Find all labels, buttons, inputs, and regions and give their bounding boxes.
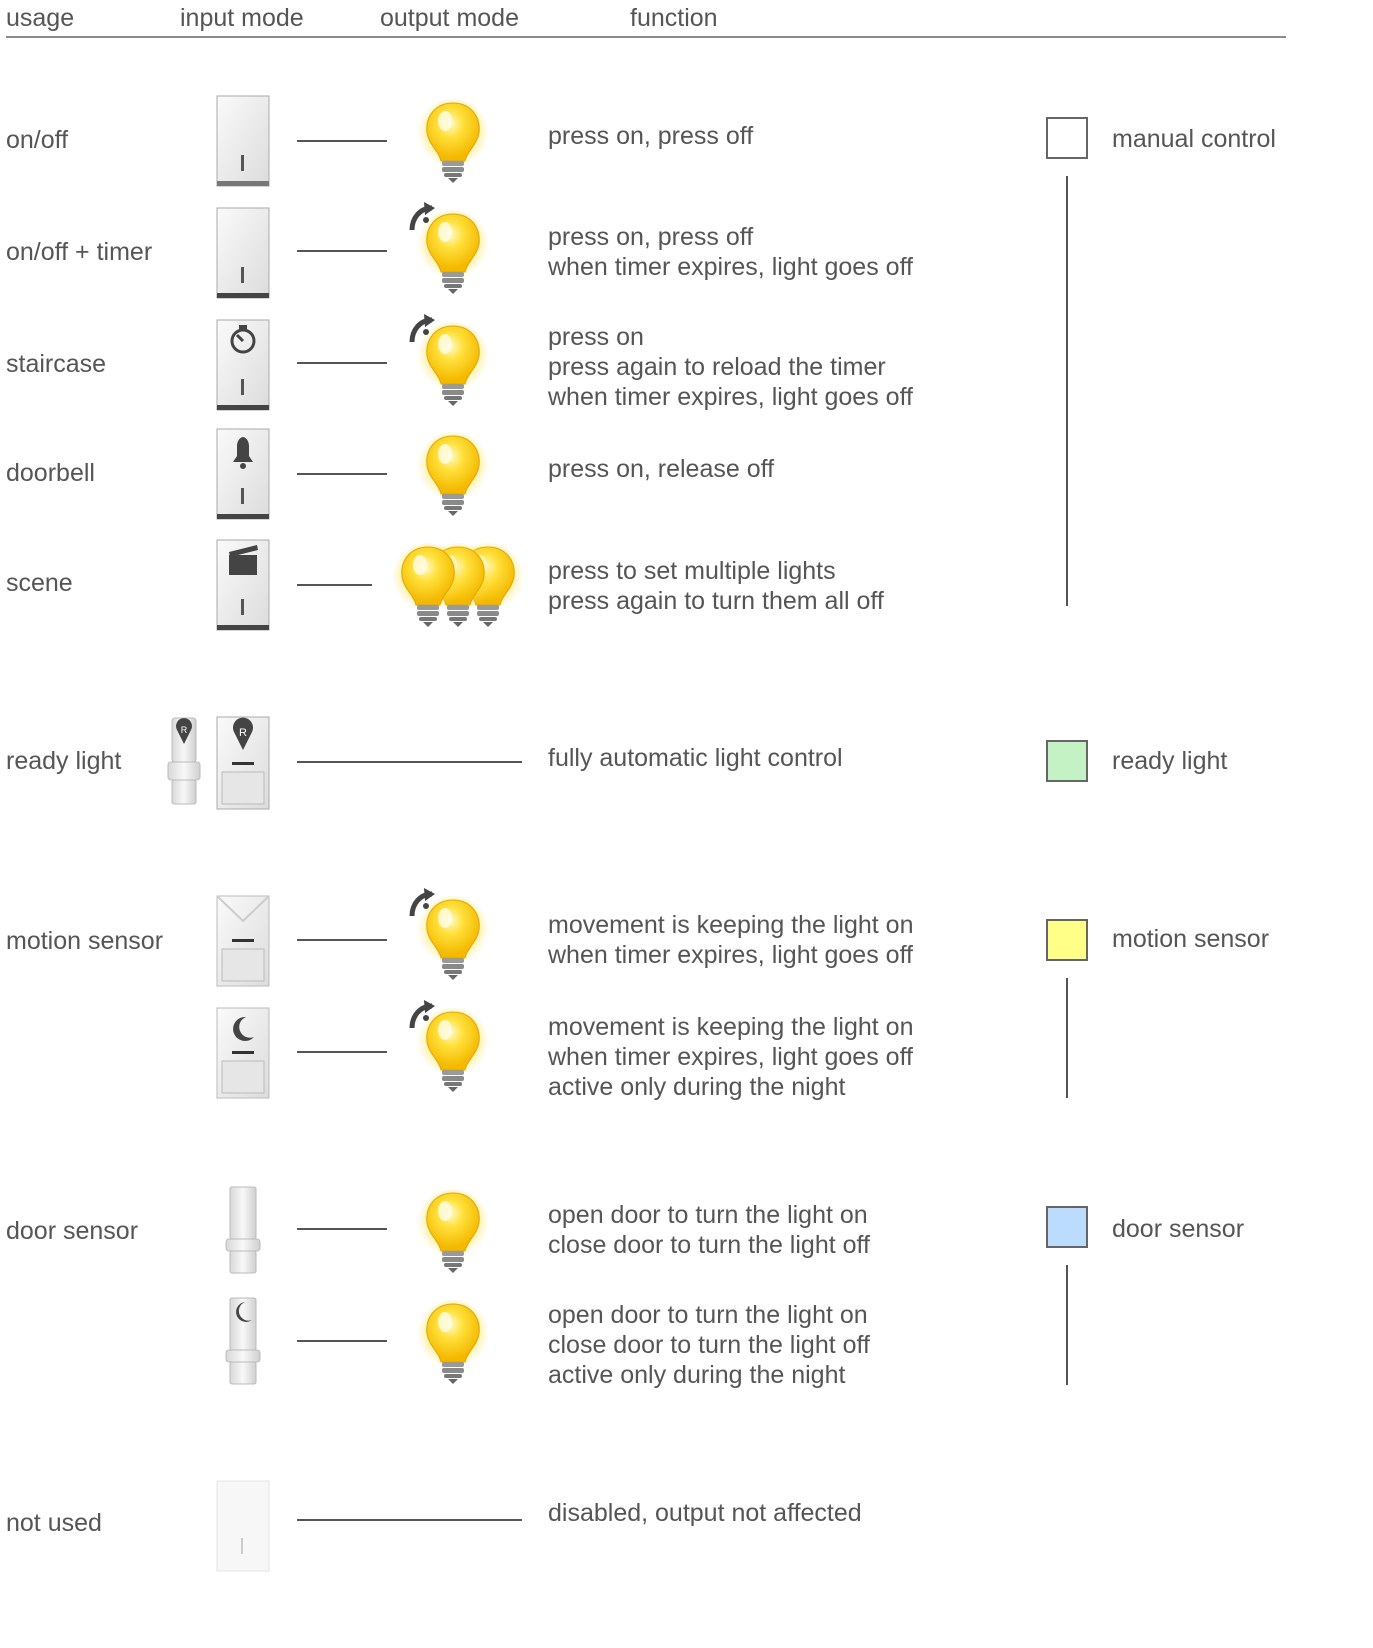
wall-switch-icon[interactable] bbox=[216, 539, 270, 631]
legend-label-door-sensor: door sensor bbox=[1112, 1215, 1245, 1243]
door-sensor-night-icon[interactable] bbox=[224, 1298, 262, 1386]
function-text: movement is keeping the light on when timer expires, light goes off bbox=[548, 911, 914, 969]
motion-sensor-icon[interactable] bbox=[216, 895, 270, 987]
connector-line bbox=[297, 1051, 387, 1053]
usage-label: motion sensor bbox=[6, 927, 164, 955]
function-text: press on, release off bbox=[548, 455, 775, 483]
legend-swatch-motion-sensor bbox=[1046, 919, 1088, 961]
function-text: open door to turn the light on close door to turn the light off bbox=[548, 1201, 870, 1259]
function-text: open door to turn the light on close door to turn the light off active only during the night bbox=[548, 1301, 870, 1389]
legend-swatch-ready-light bbox=[1046, 740, 1088, 782]
legend-label-ready-light: ready light bbox=[1112, 747, 1228, 775]
header-input-mode: input mode bbox=[180, 4, 304, 32]
wall-switch-icon[interactable] bbox=[216, 207, 270, 299]
legend-swatch-door-sensor bbox=[1046, 1206, 1088, 1248]
function-text: fully automatic light control bbox=[548, 744, 843, 772]
usage-label: not used bbox=[6, 1509, 102, 1537]
wall-switch-icon[interactable] bbox=[216, 428, 270, 520]
usage-label: doorbell bbox=[6, 459, 95, 487]
connector-line bbox=[297, 362, 387, 364]
connector-line bbox=[297, 1340, 387, 1342]
function-text: movement is keeping the light on when timer expires, light goes off active only during the night bbox=[548, 1013, 914, 1101]
timer-light-bulb-icon bbox=[404, 886, 494, 986]
wall-switch-icon[interactable] bbox=[216, 95, 270, 187]
function-text: press on press again to reload the timer when timer expires, light goes off bbox=[548, 323, 914, 411]
connector-line bbox=[297, 1228, 387, 1230]
motion-sensor-night-icon[interactable] bbox=[216, 1007, 270, 1099]
usage-label: on/off + timer bbox=[6, 238, 153, 266]
function-text: press to set multiple lights press again to turn them all off bbox=[548, 557, 884, 615]
function-text: press on, press off bbox=[548, 122, 754, 150]
header-divider bbox=[6, 36, 1286, 38]
multiple-light-bulbs-icon bbox=[392, 541, 512, 631]
disabled-switch-icon[interactable] bbox=[216, 1480, 270, 1572]
usage-label: scene bbox=[6, 569, 73, 597]
connector-line bbox=[297, 473, 387, 475]
door-sensor-icon[interactable] bbox=[224, 1187, 262, 1275]
connector-line bbox=[297, 250, 387, 252]
ready-light-icon[interactable] bbox=[166, 718, 202, 806]
header-usage: usage bbox=[6, 4, 75, 32]
legend-label-manual-control: manual control bbox=[1112, 125, 1276, 153]
wall-switch-icon[interactable] bbox=[216, 319, 270, 411]
header-output-mode: output mode bbox=[380, 4, 519, 32]
svg-text:R: R bbox=[239, 727, 247, 739]
timer-light-bulb-icon bbox=[404, 998, 494, 1098]
timer-light-bulb-icon bbox=[404, 200, 494, 300]
usage-label: staircase bbox=[6, 350, 107, 378]
light-bulb-icon bbox=[417, 97, 489, 187]
legend-bracket bbox=[1066, 1265, 1068, 1385]
light-bulb-icon bbox=[417, 1298, 489, 1388]
connector-line bbox=[297, 140, 387, 142]
light-bulb-icon bbox=[417, 1187, 489, 1277]
connector-line bbox=[297, 1519, 522, 1521]
usage-label: ready light bbox=[6, 747, 122, 775]
usage-label: on/off bbox=[6, 126, 69, 154]
legend-swatch-manual-control bbox=[1046, 117, 1088, 159]
svg-text:R: R bbox=[180, 725, 188, 735]
legend-bracket bbox=[1066, 978, 1068, 1098]
function-text: disabled, output not affected bbox=[548, 1499, 862, 1527]
timer-light-bulb-icon bbox=[404, 312, 494, 412]
header-function: function bbox=[630, 4, 718, 32]
usage-label: door sensor bbox=[6, 1217, 139, 1245]
connector-line bbox=[297, 584, 372, 586]
ready-light-sensor-icon[interactable] bbox=[216, 716, 270, 810]
function-text: press on, press off when timer expires, light goes off bbox=[548, 223, 914, 281]
connector-line bbox=[297, 761, 522, 763]
legend-label-motion-sensor: motion sensor bbox=[1112, 925, 1270, 953]
light-bulb-icon bbox=[417, 430, 489, 520]
legend-bracket bbox=[1066, 176, 1068, 606]
connector-line bbox=[297, 939, 387, 941]
